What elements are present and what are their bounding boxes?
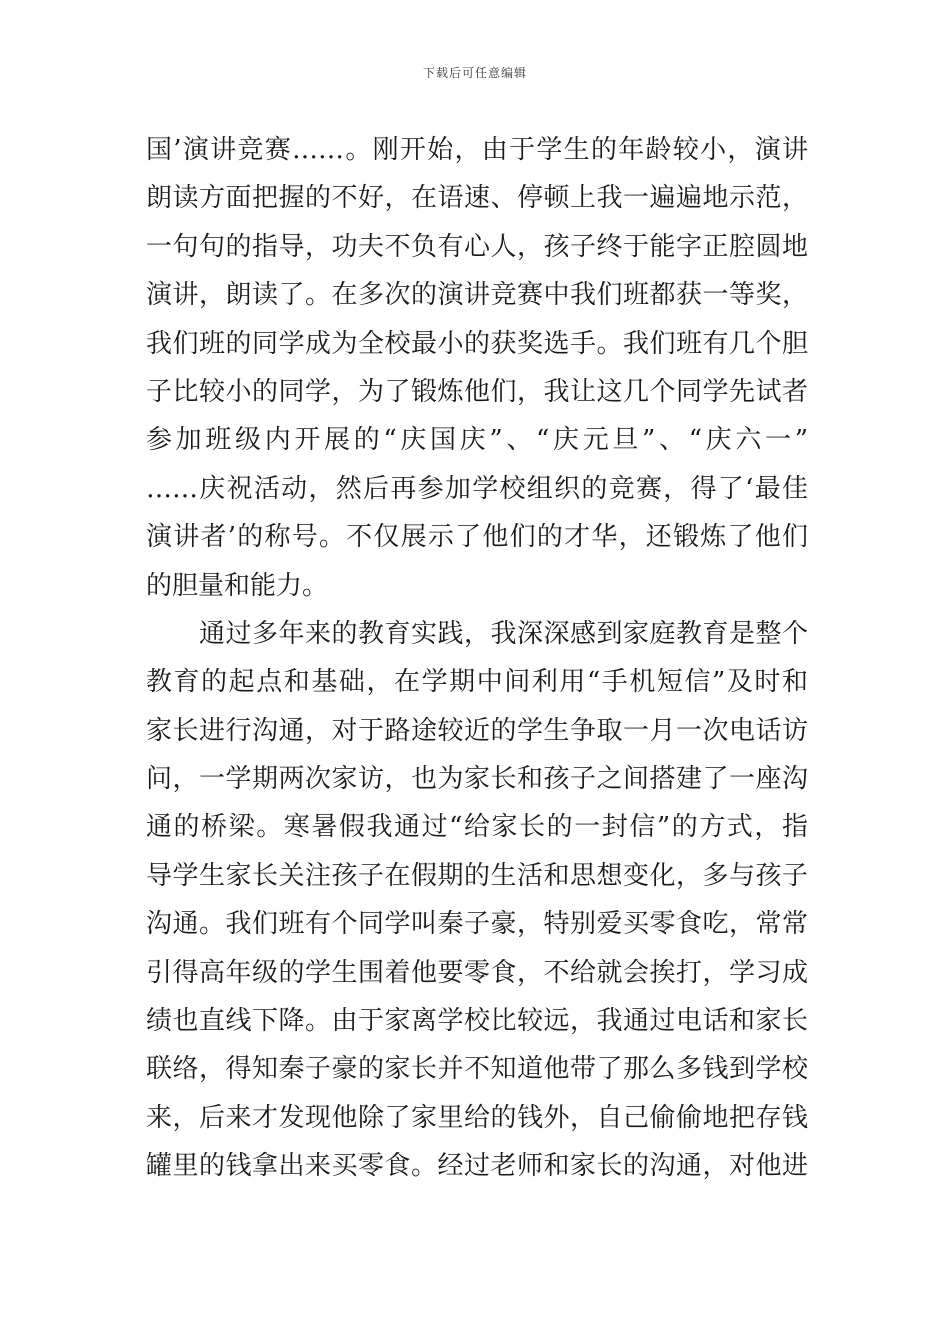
text-line: 通过多年来的教育实践，我深深感到家庭教育是整个: [146, 618, 808, 649]
header-note: 下载后可任意编辑: [422, 66, 527, 80]
text-line: 导学生家长关注孩子在假期的生活和思想变化，多与孩子: [146, 860, 808, 891]
text-line: 朗读方面把握的不好，在语速、停顿上我一遍遍地示范，: [146, 183, 808, 214]
text-line: 来，后来才发现他除了家里给的钱外，自己偷偷地把存钱: [146, 1102, 808, 1133]
text-line: 联络，得知秦子豪的家长并不知道他带了那么多钱到学校: [146, 1054, 808, 1085]
text-line: 参加班级内开展的“庆国庆”、“庆元旦”、“庆六一”: [146, 425, 808, 456]
text-line: 演讲，朗读了。在多次的演讲竞赛中我们班都获一等奖，: [146, 280, 808, 311]
text-line: 子比较小的同学，为了锻炼他们，我让这几个同学先试者: [146, 376, 808, 407]
text-line: 绩也直线下降。由于家离学校比较远，我通过电话和家长: [146, 1006, 808, 1037]
text-line: 演讲者’的称号。不仅展示了他们的才华，还锻炼了他们: [146, 522, 808, 553]
text-line: ……庆祝活动，然后再参加学校组织的竞赛，得了‘最佳: [146, 473, 808, 504]
text-line: 教育的起点和基础，在学期中间利用“手机短信”及时和: [146, 667, 808, 698]
text-line: 通的桥梁。寒暑假我通过“给家长的一封信”的方式，指: [146, 812, 808, 843]
text-line: 罐里的钱拿出来买零食。经过老师和家长的沟通，对他进: [146, 1151, 808, 1182]
text-line: 的胆量和能力。: [146, 570, 329, 601]
text-line: 国’演讲竞赛……。刚开始，由于学生的年龄较小，演讲: [146, 135, 808, 165]
text-line: 我们班的同学成为全校最小的获奖选手。我们班有几个胆: [146, 328, 808, 359]
body-text: [146, 126, 808, 1191]
text-line: 问，一学期两次家访，也为家长和孩子之间搭建了一座沟: [146, 764, 808, 795]
text-line: 沟通。我们班有个同学叫秦子豪，特别爱买零食吃，常常: [146, 909, 808, 940]
text-line: 家长进行沟通，对于路途较近的学生争取一月一次电话访: [146, 715, 808, 746]
text-line: 引得高年级的学生围着他要零食，不给就会挨打，学习成: [146, 957, 808, 988]
text-line: 一句句的指导，功夫不负有心人，孩子终于能字正腔圆地: [146, 231, 808, 262]
